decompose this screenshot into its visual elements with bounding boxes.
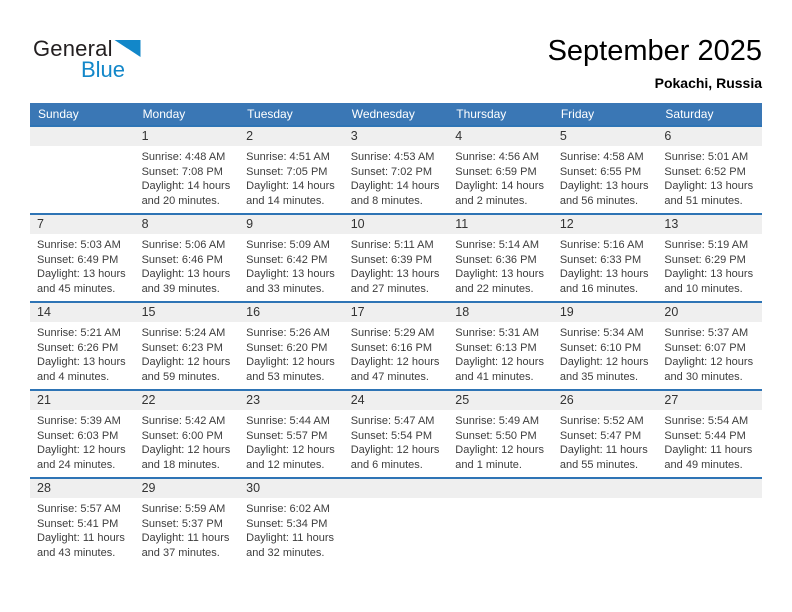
daylight-text-line1: Daylight: 12 hours	[246, 356, 335, 369]
daylight-text-line1: Daylight: 13 hours	[37, 356, 126, 369]
location-subtitle: Pokachi, Russia	[654, 74, 762, 91]
date-number: 6	[664, 129, 672, 143]
sunrise-text: Sunrise: 5:16 AM	[559, 239, 644, 251]
date-strip	[344, 479, 449, 498]
weekday-wednesday: Wednesday	[351, 107, 415, 121]
date-strip	[657, 303, 762, 322]
daylight-text-line2: and 24 minutes.	[37, 458, 116, 471]
day-details	[553, 498, 658, 502]
daylight-text-line2: and 4 minutes.	[37, 370, 110, 383]
day-details	[553, 234, 658, 296]
day-cell	[239, 391, 344, 477]
sunrise-text: Sunrise: 5:47 AM	[350, 415, 435, 427]
date-strip	[553, 303, 658, 322]
sunrise-text: Sunrise: 5:37 AM	[664, 327, 749, 339]
date-number	[30, 127, 135, 129]
day-cell	[344, 479, 449, 565]
sunrise-text: Sunrise: 5:09 AM	[246, 239, 330, 251]
sunset-text: Sunset: 6:00 PM	[141, 429, 223, 442]
weeks-container	[30, 125, 762, 565]
date-number: 22	[141, 393, 156, 407]
title-block	[548, 36, 762, 91]
date-strip	[239, 303, 344, 322]
day-details	[553, 146, 658, 208]
date-number: 5	[559, 129, 567, 143]
day-cell	[239, 215, 344, 301]
day-details	[657, 146, 762, 208]
day-details	[30, 410, 135, 472]
daylight-text-line2: and 53 minutes.	[246, 370, 325, 383]
daylight-text-line1: Daylight: 14 hours	[455, 180, 544, 193]
day-cell	[344, 391, 449, 477]
date-strip	[344, 127, 449, 146]
date-strip	[135, 127, 240, 146]
sunrise-text: Sunrise: 5:59 AM	[141, 503, 226, 515]
date-strip	[135, 391, 240, 410]
sunset-text: Sunset: 6:36 PM	[455, 253, 537, 266]
sunset-text: Sunset: 5:54 PM	[350, 429, 433, 442]
weekday-thursday: Thursday	[456, 107, 507, 121]
daylight-text-line1: Daylight: 13 hours	[350, 268, 440, 281]
date-strip	[30, 391, 135, 410]
date-strip	[448, 215, 553, 234]
sunrise-text: Sunrise: 5:24 AM	[141, 327, 226, 339]
date-number: 2	[246, 129, 254, 143]
date-number: 18	[455, 305, 470, 319]
sunrise-text: Sunrise: 5:52 AM	[559, 415, 644, 427]
date-number: 14	[37, 305, 51, 319]
sunrise-text: Sunrise: 6:02 AM	[246, 503, 330, 515]
page-title: September 2025	[547, 35, 762, 67]
daylight-text-line1: Daylight: 13 hours	[141, 268, 231, 281]
sunrise-text: Sunrise: 5:31 AM	[455, 327, 540, 339]
sunset-text: Sunset: 6:07 PM	[664, 341, 746, 354]
daylight-text-line1: Daylight: 12 hours	[350, 356, 440, 369]
daylight-text-line1: Daylight: 12 hours	[246, 444, 335, 457]
sunset-text: Sunset: 6:10 PM	[559, 341, 642, 354]
day-details	[30, 498, 135, 560]
day-cell	[135, 303, 240, 389]
sunset-text: Sunset: 5:44 PM	[664, 429, 746, 442]
date-strip	[344, 215, 449, 234]
weekday-friday: Friday	[560, 107, 595, 121]
daylight-text-line2: and 45 minutes.	[37, 282, 116, 295]
day-cell	[553, 479, 658, 565]
daylight-text-line1: Daylight: 11 hours	[37, 532, 125, 545]
date-number: 20	[664, 305, 679, 319]
weekday-tuesday: Tuesday	[247, 107, 293, 121]
day-details	[344, 234, 449, 296]
date-number: 3	[350, 129, 358, 143]
day-cell	[448, 303, 553, 389]
week-row	[30, 125, 762, 213]
daylight-text-line1: Daylight: 13 hours	[664, 180, 754, 193]
day-details	[239, 146, 344, 208]
daylight-text-line1: Daylight: 11 hours	[664, 444, 753, 457]
date-number: 1	[141, 129, 149, 143]
daylight-text-line1: Daylight: 11 hours	[141, 532, 230, 545]
date-number: 11	[455, 217, 469, 231]
sunset-text: Sunset: 6:55 PM	[559, 165, 642, 178]
day-cell	[30, 127, 135, 213]
sunset-text: Sunset: 6:59 PM	[455, 165, 537, 178]
date-strip	[30, 303, 135, 322]
sunset-text: Sunset: 6:42 PM	[246, 253, 328, 266]
date-strip	[239, 391, 344, 410]
daylight-text-line1: Daylight: 12 hours	[141, 444, 231, 457]
sunrise-text: Sunrise: 5:44 AM	[246, 415, 330, 427]
daylight-text-line1: Daylight: 13 hours	[246, 268, 335, 281]
sunset-text: Sunset: 7:02 PM	[350, 165, 433, 178]
date-number	[657, 479, 762, 481]
daylight-text-line2: and 27 minutes.	[350, 282, 429, 295]
daylight-text-line2: and 1 minute.	[455, 458, 522, 471]
daylight-text-line2: and 41 minutes.	[455, 370, 534, 383]
daylight-text-line2: and 2 minutes.	[455, 194, 528, 207]
sunset-text: Sunset: 7:05 PM	[246, 165, 328, 178]
date-number: 27	[664, 393, 679, 407]
daylight-text-line1: Daylight: 14 hours	[141, 180, 231, 193]
daylight-text-line2: and 22 minutes.	[455, 282, 534, 295]
day-cell	[135, 479, 240, 565]
sunset-text: Sunset: 6:23 PM	[141, 341, 223, 354]
sunrise-text: Sunrise: 5:06 AM	[141, 239, 226, 251]
date-number: 10	[350, 217, 365, 231]
day-cell	[448, 215, 553, 301]
day-details	[344, 146, 449, 208]
daylight-text-line2: and 10 minutes.	[664, 282, 743, 295]
daylight-text-line1: Daylight: 12 hours	[559, 356, 649, 369]
day-cell	[657, 127, 762, 213]
page-header	[33, 36, 762, 91]
date-number: 21	[37, 393, 51, 407]
day-cell	[30, 303, 135, 389]
sunrise-text: Sunrise: 5:54 AM	[664, 415, 749, 427]
day-details	[239, 322, 344, 384]
date-number: 25	[455, 393, 470, 407]
daylight-text-line1: Daylight: 11 hours	[559, 444, 648, 457]
day-cell	[657, 479, 762, 565]
day-details	[135, 410, 240, 472]
date-strip	[448, 479, 553, 498]
date-number	[448, 479, 553, 481]
daylight-text-line2: and 39 minutes.	[141, 282, 220, 295]
daylight-text-line2: and 6 minutes.	[350, 458, 423, 471]
date-number: 7	[37, 217, 44, 231]
day-cell	[344, 127, 449, 213]
date-strip	[448, 391, 553, 410]
sunrise-text: Sunrise: 5:19 AM	[664, 239, 749, 251]
weekday-sunday: Sunday	[38, 107, 79, 121]
daylight-text-line2: and 47 minutes.	[350, 370, 429, 383]
week-row	[30, 213, 762, 301]
weekday-saturday: Saturday	[665, 107, 714, 121]
date-number: 30	[246, 481, 261, 495]
date-number	[553, 479, 658, 481]
sunset-text: Sunset: 5:57 PM	[246, 429, 328, 442]
date-strip	[553, 127, 658, 146]
sunrise-text: Sunrise: 4:56 AM	[455, 151, 540, 163]
day-cell	[448, 391, 553, 477]
day-cell	[553, 127, 658, 213]
day-cell	[239, 127, 344, 213]
daylight-text-line2: and 49 minutes.	[664, 458, 743, 471]
day-cell	[344, 215, 449, 301]
date-number: 15	[141, 305, 156, 319]
day-details	[657, 498, 762, 502]
date-number: 28	[37, 481, 51, 495]
date-number: 4	[455, 129, 463, 143]
day-details	[135, 234, 240, 296]
day-details	[239, 410, 344, 472]
sunrise-text: Sunrise: 5:11 AM	[350, 239, 434, 251]
day-details	[344, 322, 449, 384]
date-strip	[344, 391, 449, 410]
date-strip	[135, 303, 240, 322]
sunrise-text: Sunrise: 5:49 AM	[455, 415, 540, 427]
daylight-text-line1: Daylight: 12 hours	[350, 444, 440, 457]
day-cell	[239, 303, 344, 389]
daylight-text-line1: Daylight: 13 hours	[455, 268, 544, 281]
sunset-text: Sunset: 6:13 PM	[455, 341, 537, 354]
day-cell	[553, 215, 658, 301]
day-details	[657, 410, 762, 472]
daylight-text-line1: Daylight: 12 hours	[455, 444, 544, 457]
sunset-text: Sunset: 6:26 PM	[37, 341, 119, 354]
daylight-text-line1: Daylight: 11 hours	[246, 532, 334, 545]
day-details	[448, 498, 553, 502]
day-details	[239, 498, 344, 560]
daylight-text-line2: and 14 minutes.	[246, 194, 325, 207]
daylight-text-line2: and 59 minutes.	[141, 370, 220, 383]
daylight-text-line2: and 20 minutes.	[141, 194, 220, 207]
daylight-text-line1: Daylight: 13 hours	[559, 268, 649, 281]
week-row	[30, 389, 762, 477]
date-number: 16	[246, 305, 261, 319]
daylight-text-line1: Daylight: 14 hours	[246, 180, 335, 193]
day-cell	[344, 303, 449, 389]
day-details	[239, 234, 344, 296]
day-cell	[30, 391, 135, 477]
date-strip	[553, 215, 658, 234]
date-strip	[657, 479, 762, 498]
sunrise-text: Sunrise: 4:48 AM	[141, 151, 226, 163]
sunrise-text: Sunrise: 4:53 AM	[350, 151, 435, 163]
sunset-text: Sunset: 5:41 PM	[37, 517, 119, 530]
daylight-text-line2: and 43 minutes.	[37, 546, 116, 559]
sunrise-text: Sunrise: 5:03 AM	[37, 239, 121, 251]
daylight-text-line2: and 51 minutes.	[664, 194, 743, 207]
sunrise-text: Sunrise: 4:58 AM	[559, 151, 644, 163]
day-details	[657, 234, 762, 296]
day-details	[657, 322, 762, 384]
daylight-text-line1: Daylight: 12 hours	[37, 444, 126, 457]
date-strip	[553, 479, 658, 498]
sunrise-text: Sunrise: 5:29 AM	[350, 327, 435, 339]
sunset-text: Sunset: 5:34 PM	[246, 517, 328, 530]
date-strip	[657, 127, 762, 146]
day-details	[135, 498, 240, 560]
day-cell	[135, 391, 240, 477]
logo-text-general: General	[33, 36, 113, 61]
sunset-text: Sunset: 6:39 PM	[350, 253, 433, 266]
sunrise-text: Sunrise: 5:42 AM	[141, 415, 226, 427]
logo-text-blue: Blue	[81, 57, 126, 82]
date-number: 13	[664, 217, 679, 231]
sunset-text: Sunset: 6:46 PM	[141, 253, 223, 266]
daylight-text-line2: and 18 minutes.	[141, 458, 220, 471]
day-cell	[448, 127, 553, 213]
daylight-text-line1: Daylight: 13 hours	[559, 180, 649, 193]
calendar-table	[30, 103, 762, 565]
date-number: 8	[141, 217, 149, 231]
daylight-text-line1: Daylight: 12 hours	[455, 356, 544, 369]
date-strip	[135, 479, 240, 498]
daylight-text-line2: and 56 minutes.	[559, 194, 639, 207]
day-details	[448, 322, 553, 384]
sunset-text: Sunset: 6:03 PM	[37, 429, 119, 442]
daylight-text-line1: Daylight: 13 hours	[664, 268, 754, 281]
sunrise-text: Sunrise: 5:39 AM	[37, 415, 121, 427]
daylight-text-line2: and 37 minutes.	[141, 546, 220, 559]
sunset-text: Sunset: 6:52 PM	[664, 165, 746, 178]
day-details	[448, 146, 553, 208]
day-details	[30, 146, 135, 150]
date-strip	[448, 127, 553, 146]
sunrise-text: Sunrise: 5:57 AM	[37, 503, 121, 515]
day-cell	[657, 303, 762, 389]
day-details	[344, 498, 449, 502]
day-details	[553, 410, 658, 472]
date-strip	[657, 391, 762, 410]
date-number: 29	[141, 481, 156, 495]
daylight-text-line2: and 8 minutes.	[350, 194, 423, 207]
sunset-text: Sunset: 5:50 PM	[455, 429, 537, 442]
daylight-text-line1: Daylight: 12 hours	[664, 356, 754, 369]
sunrise-text: Sunrise: 5:34 AM	[559, 327, 644, 339]
weekday-header-row	[30, 103, 762, 125]
logo-triangle-icon	[114, 40, 141, 57]
date-number	[344, 479, 449, 481]
day-cell	[30, 215, 135, 301]
sunrise-text: Sunrise: 4:51 AM	[246, 151, 330, 163]
date-strip	[344, 303, 449, 322]
week-row	[30, 301, 762, 389]
day-cell	[657, 391, 762, 477]
date-strip	[657, 215, 762, 234]
date-strip	[239, 215, 344, 234]
sunrise-text: Sunrise: 5:01 AM	[664, 151, 749, 163]
daylight-text-line1: Daylight: 12 hours	[141, 356, 231, 369]
day-cell	[553, 391, 658, 477]
day-cell	[135, 127, 240, 213]
date-number: 24	[350, 393, 365, 407]
day-details	[448, 234, 553, 296]
date-number: 23	[246, 393, 261, 407]
date-number: 12	[559, 217, 574, 231]
sunset-text: Sunset: 6:33 PM	[559, 253, 642, 266]
date-strip	[239, 479, 344, 498]
sunset-text: Sunset: 5:37 PM	[141, 517, 223, 530]
date-strip	[239, 127, 344, 146]
day-cell	[30, 479, 135, 565]
week-row	[30, 477, 762, 565]
date-strip	[30, 479, 135, 498]
day-cell	[239, 479, 344, 565]
date-strip	[448, 303, 553, 322]
day-cell	[448, 479, 553, 565]
sunset-text: Sunset: 6:29 PM	[664, 253, 746, 266]
sunrise-text: Sunrise: 5:21 AM	[37, 327, 121, 339]
day-details	[135, 322, 240, 384]
date-strip	[30, 127, 135, 146]
date-number: 26	[559, 393, 574, 407]
day-details	[30, 322, 135, 384]
sunrise-text: Sunrise: 5:14 AM	[455, 239, 540, 251]
day-cell	[135, 215, 240, 301]
daylight-text-line2: and 35 minutes.	[559, 370, 639, 383]
date-number: 9	[246, 217, 254, 231]
daylight-text-line1: Daylight: 14 hours	[350, 180, 440, 193]
daylight-text-line2: and 55 minutes.	[559, 458, 639, 471]
daylight-text-line2: and 30 minutes.	[664, 370, 743, 383]
daylight-text-line2: and 12 minutes.	[246, 458, 325, 471]
date-number: 17	[350, 305, 365, 319]
date-number: 19	[559, 305, 574, 319]
day-cell	[553, 303, 658, 389]
sunset-text: Sunset: 6:20 PM	[246, 341, 328, 354]
sunset-text: Sunset: 7:08 PM	[141, 165, 223, 178]
day-details	[30, 234, 135, 296]
day-details	[448, 410, 553, 472]
weekday-monday: Monday	[142, 107, 186, 121]
day-details	[344, 410, 449, 472]
daylight-text-line2: and 16 minutes.	[559, 282, 639, 295]
day-details	[553, 322, 658, 384]
daylight-text-line1: Daylight: 13 hours	[37, 268, 126, 281]
date-strip	[30, 215, 135, 234]
sunset-text: Sunset: 5:47 PM	[559, 429, 642, 442]
sunset-text: Sunset: 6:16 PM	[350, 341, 433, 354]
daylight-text-line2: and 32 minutes.	[246, 546, 325, 559]
date-strip	[135, 215, 240, 234]
sunset-text: Sunset: 6:49 PM	[37, 253, 119, 266]
sunrise-text: Sunrise: 5:26 AM	[246, 327, 330, 339]
daylight-text-line2: and 33 minutes.	[246, 282, 325, 295]
day-details	[135, 146, 240, 208]
day-cell	[657, 215, 762, 301]
general-blue-logo	[33, 36, 141, 83]
date-strip	[553, 391, 658, 410]
